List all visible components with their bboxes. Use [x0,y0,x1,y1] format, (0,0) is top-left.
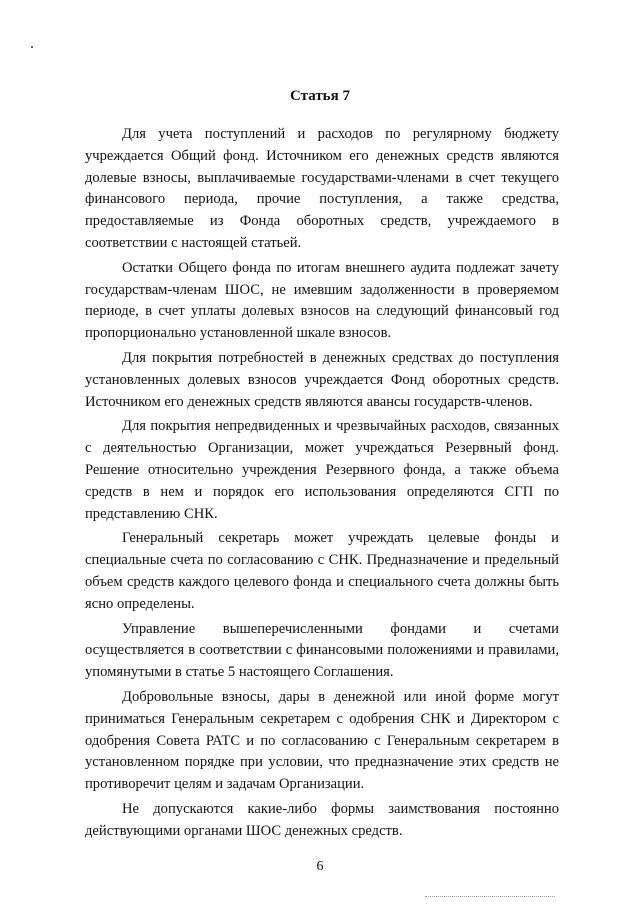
article-body [85,124,559,846]
paragraph-6: Управление вышеперечисленными фондами и счетами осуществляется в соответствии с финансовыми положениями и правилами, упомянутыми в статье 5 настоящего Соглашения. [85,620,559,681]
paragraph-1: Для учета поступлений и расходов по регулярному бюджету учреждается Общий фонд. Источником его денежных средств являются долевые взносы, выплачиваемые государствами-членами в счет текущего финансового периода, прочие поступления, а также средства, предоставляемые из Фонда оборотных средств, учреждаемого в соответствии с настоящей статьей. [85,126,559,251]
paragraph-4: Для покрытия непредвиденных и чрезвычайных расходов, связанных с деятельностью Организации, может учреждаться Резервный фонд. Решение относительно учреждения Резервного фонда, а также объема средств в нем и порядок его использования определяются СГП по представлению СНК. [85,418,559,522]
scan-footer-marks [425,893,555,897]
paragraph-7: Добровольные взносы, дары в денежной или иной форме могут приниматься Генеральным секретарем с одобрения СНК и Директором с одобрения Совета РАТС и по согласованию с Генеральным секретарем в установленном порядке при условии, что предназначение этих средств не противоречит целям и задачам Организации. [85,688,559,793]
paragraph-8: Не допускаются какие-либо формы заимствования постоянно действующими органами ШОС денежных средств. [85,800,559,839]
article-title: Статья 7 [290,88,350,104]
paragraph-2: Остатки Общего фонда по итогам внешнего аудита подлежат зачету государствам-членам ШОС, не имевшим задолженности в проверяемом периоде, в счет уплаты долевых взносов на следующий финансовый год пропорционально установленной шкале взносов. [85,259,559,342]
paragraph-3: Для покрытия потребностей в денежных средствах до поступления установленных долевых взносов учреждается Фонд оборотных средств. Источником его денежных средств являются авансы государств-членов. [85,349,559,410]
scan-speck [31,46,33,48]
page-number: 6 [316,859,324,874]
paragraph-5: Генеральный секретарь может учреждать целевые фонды и специальные счета по согласованию с СНК. Предназначение и предельный объем средств каждого целевого фонда и специального счета должны быть ясно определены. [85,530,559,612]
